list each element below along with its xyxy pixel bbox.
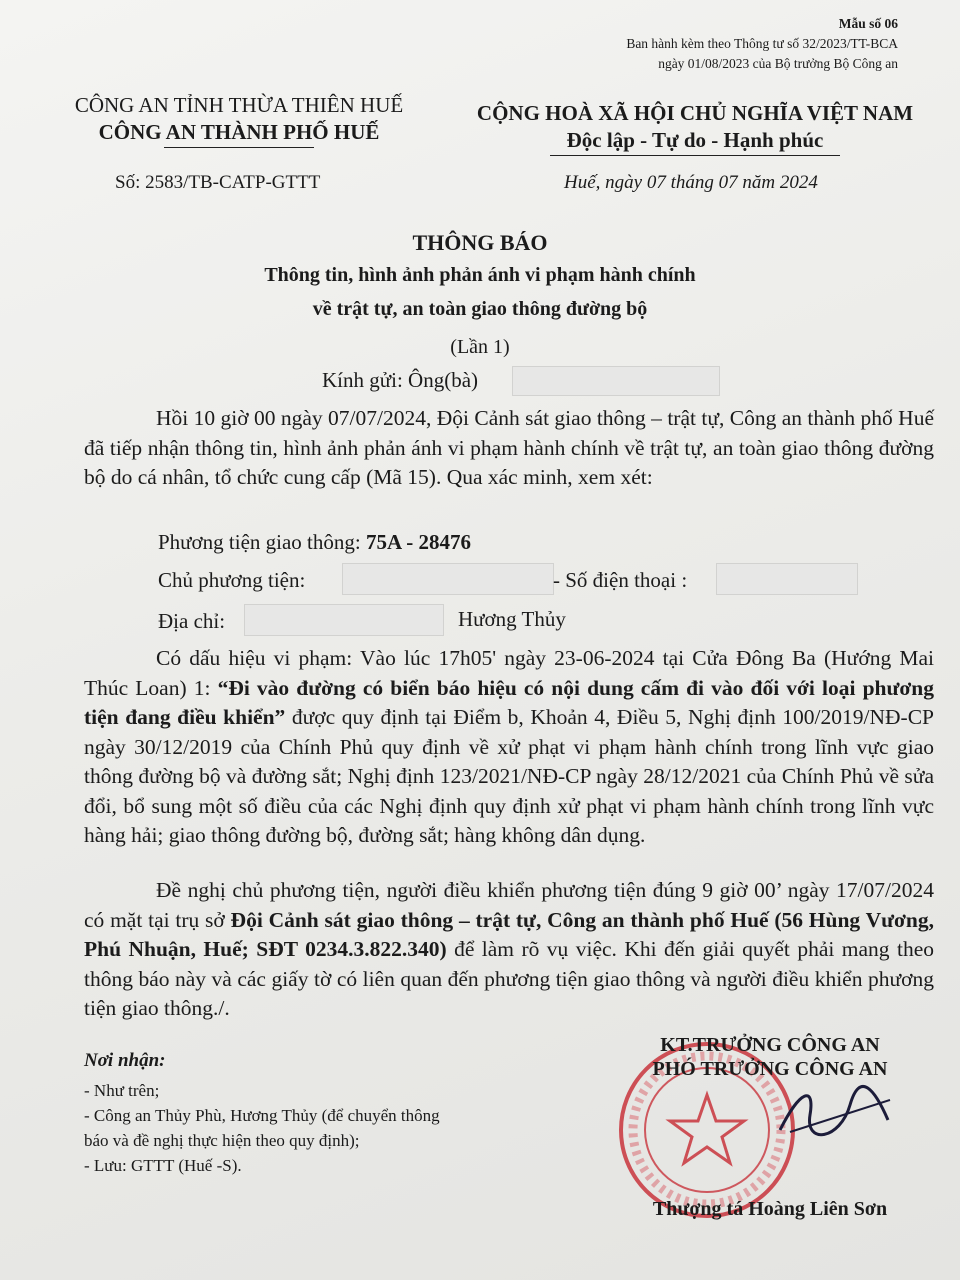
violation-intro: Có dấu hiệu vi phạm: Vào lúc 17h05' ngày 23-06-2024 tại Cửa Đông Ba (Hướng Mai Thúc Loan) 1: — [84, 646, 934, 700]
agency-underline — [164, 147, 314, 148]
issuing-agency — [54, 92, 424, 148]
paragraph-violation — [84, 644, 934, 851]
vehicle-field — [158, 530, 471, 555]
national-motto: Độc lập - Tự do - Hạnh phúc — [566, 128, 824, 152]
request-instructions: để làm rõ vụ việc. Khi đến giải quyết phải mang theo thông báo này và các giấy tờ có liên quan đến phương tiện giao thông và người điều khiển phương tiện giao thông./. — [84, 937, 934, 1020]
agency-line2: CÔNG AN THÀNH PHỐ HUẾ — [98, 120, 380, 144]
violation-legal-basis: được quy định tại Điểm b, Khoản 4, Điều 5, Nghị định 100/2019/NĐ-CP ngày 30/12/2019 của Chính Phủ quy định về xử phạt vi phạm hành chính trong lĩnh vực giao thông đường bộ và đường sắt; Nghị định 123/2021/NĐ-CP ngày 28/12/2021 của Chính Phủ về sửa đổi, bổ sung một số điều của các Nghị định quy định xử phạt vi phạm hành chính trong lĩnh vực hàng hải; giao thông đường bộ, đường sắt; hàng không dân dụng. — [84, 705, 934, 847]
place-date: Huế, ngày 07 tháng 07 năm 2024 — [564, 172, 818, 193]
recipient-label: Kính gửi: Ông(bà) — [322, 368, 479, 392]
request-office: Đội Cảnh sát giao thông – trật tự, Công an thành phố Huế (56 Hùng Vương, Phú Nhuận, Huế; SĐT 0234.3.822.340) — [84, 907, 934, 961]
redacted-phone — [716, 563, 858, 595]
national-heading — [460, 100, 930, 156]
agency-line1: CÔNG AN TỈNH THỪA THIÊN HUẾ — [74, 93, 404, 117]
paragraph-request — [84, 876, 934, 1024]
motto-underline — [550, 155, 840, 156]
form-number: Mẫu số 06 — [838, 16, 898, 31]
document-number: Số: 2583/TB-CATP-GTTT — [115, 172, 321, 193]
document-subtitle-2: về trật tự, an toàn giao thông đường bộ — [312, 298, 648, 320]
violation-description: “Đi vào đường có biển báo hiệu có nội dung cấm đi vào đối với loại phương tiện đang điều khiển” — [84, 675, 934, 729]
handwritten-signature-icon — [770, 1070, 900, 1150]
signer-name: Thượng tá Hoàng Liên Sơn — [652, 1198, 888, 1220]
redacted-recipient — [512, 366, 720, 396]
redacted-address — [244, 604, 444, 636]
address-tail: Hương Thủy — [458, 607, 566, 631]
recipient-item-3: - Lưu: GTTT (Huế -S). — [84, 1156, 242, 1175]
form-reference — [626, 14, 898, 74]
vehicle-plate: 75A - 28476 — [365, 530, 471, 554]
document-title: THÔNG BÁO — [412, 230, 548, 255]
address-label: Địa chỉ: — [158, 609, 226, 633]
document-subtitle-1: Thông tin, hình ảnh phản ánh vi phạm hành chính — [264, 264, 696, 286]
form-issued-line1: Ban hành kèm theo Thông tư số 32/2023/TT-BCA — [626, 36, 898, 51]
form-issued-line2: ngày 01/08/2023 của Bộ trưởng Bộ Công an — [658, 56, 898, 71]
notice-count: (Lần 1) — [450, 336, 510, 358]
signature-title-2: PHÓ TRƯỞNG CÔNG AN — [652, 1058, 888, 1080]
signature-title-1: KT.TRƯỞNG CÔNG AN — [660, 1034, 880, 1056]
recipient-item-2a: - Công an Thủy Phù, Hương Thủy (để chuyển thông — [84, 1106, 440, 1125]
vehicle-label: Phương tiện giao thông: — [158, 530, 366, 554]
redacted-owner — [342, 563, 554, 595]
paragraph-intro: Hồi 10 giờ 00 ngày 07/07/2024, Đội Cảnh sát giao thông – trật tự, Công an thành phố Huế đã tiếp nhận thông tin, hình ảnh phản ánh vi phạm hành chính về trật tự, an toàn giao thông đường bộ do cá nhân, tổ chức cung cấp (Mã 15). Qua xác minh, xem xét: — [84, 406, 934, 489]
recipient-item-2b: báo và đề nghị thực hiện theo quy định); — [84, 1131, 360, 1150]
recipient-item-1: - Như trên; — [84, 1081, 160, 1100]
owner-label: Chủ phương tiện: — [158, 568, 306, 592]
recipients-label: Nơi nhận: — [84, 1050, 166, 1071]
country-name: CỘNG HOÀ XÃ HỘI CHỦ NGHĨA VIỆT NAM — [476, 101, 914, 125]
request-intro: Đề nghị chủ phương tiện, người điều khiển phương tiện đúng 9 giờ 00’ ngày 17/07/2024 có mặt tại trụ sở — [84, 878, 934, 932]
phone-label: - Số điện thoại : — [553, 568, 688, 592]
